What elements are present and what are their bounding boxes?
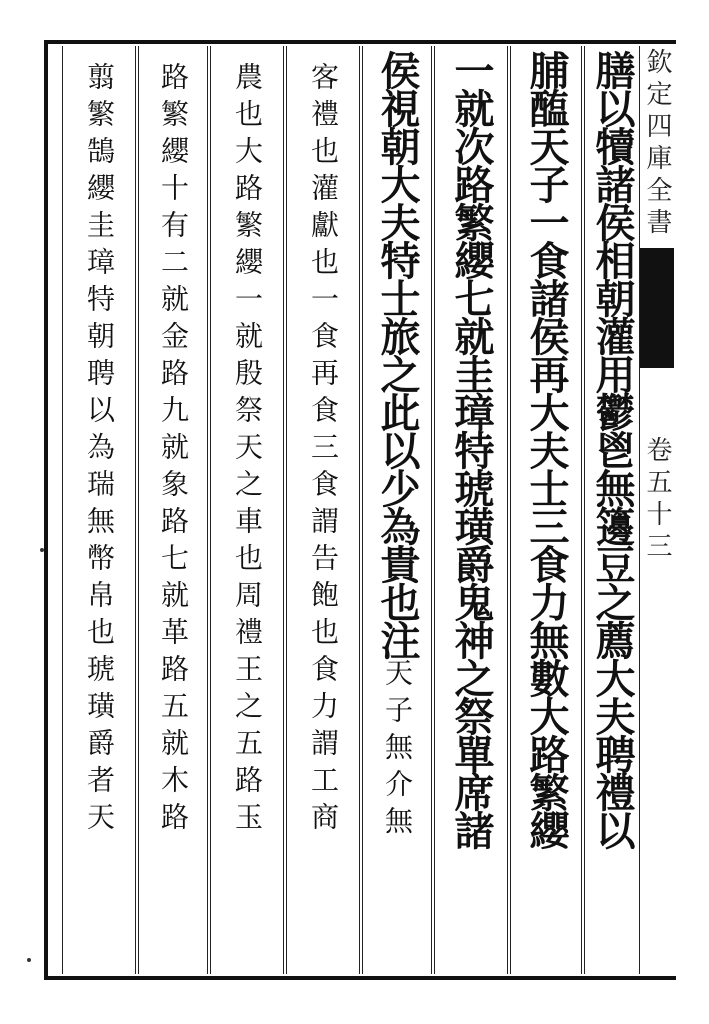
text-column-1 bbox=[584, 46, 640, 974]
column-text: 農也大路繁纓一就殷祭天之車也周禮王之五路玉 bbox=[231, 62, 264, 839]
scan-speck bbox=[40, 548, 44, 552]
column-text: 膳以犢諸侯相朝灌用鬱鬯無籩豆之薦大夫聘禮以 bbox=[589, 50, 636, 848]
main-text: 侯視朝大夫特士旅之此以少為貴也注 bbox=[374, 50, 421, 658]
page-edge bbox=[676, 40, 709, 980]
text-column-7 bbox=[138, 46, 208, 974]
column-text: 一就次路繁纓七就圭璋特琥璜爵鬼神之祭單席諸 bbox=[448, 50, 495, 848]
margin-volume: 卷五十三 bbox=[642, 436, 672, 564]
column-text bbox=[374, 50, 421, 843]
text-column-3 bbox=[434, 46, 508, 974]
annotation-text: 天子無介無 bbox=[381, 658, 414, 843]
text-column-5 bbox=[286, 46, 360, 974]
text-column-8 bbox=[62, 46, 136, 974]
scan-speck bbox=[27, 958, 31, 962]
column-text: 路繁纓十有二就金路九就象路七就革路五就木路 bbox=[157, 62, 190, 839]
text-column-6 bbox=[210, 46, 284, 974]
column-text: 翦繁鵠纓圭璋特朝聘以為瑞無幣帛也琥璜爵者天 bbox=[83, 62, 116, 839]
margin-strip bbox=[640, 48, 674, 978]
text-column-4 bbox=[362, 46, 432, 974]
column-text: 客禮也灌獻也一食再食三食謂告飽也食力謂工商 bbox=[307, 62, 340, 839]
margin-title: 欽定四庫全書 bbox=[642, 48, 672, 240]
column-text: 脯醢天子一食諸侯再大夫士三食力無數大路繁纓 bbox=[523, 50, 570, 848]
margin-fishtail bbox=[640, 248, 674, 368]
text-column-2 bbox=[510, 46, 582, 974]
